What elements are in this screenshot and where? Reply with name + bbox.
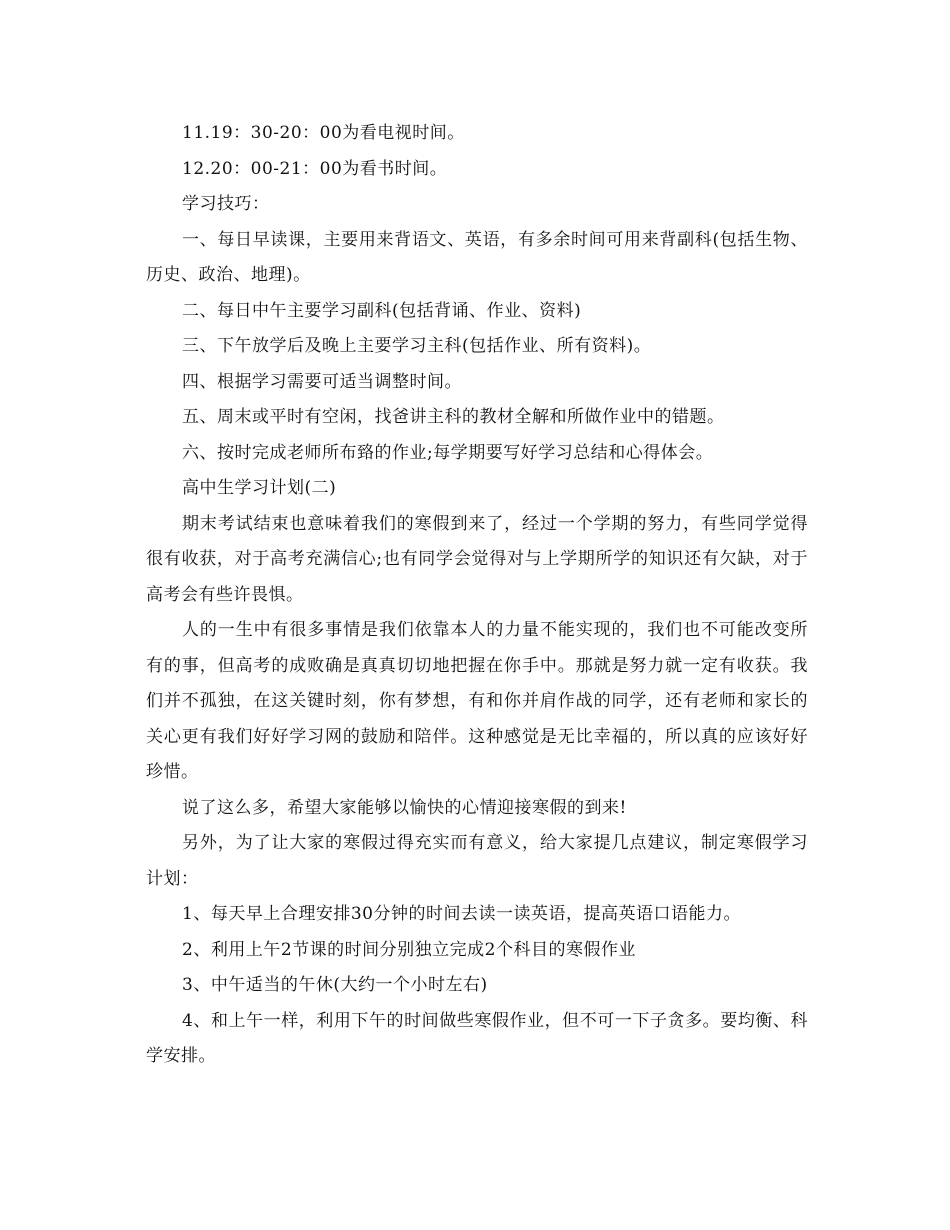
paragraph-wish: 说了这么多，希望大家能够以愉快的心情迎接寒假的到来! [182, 797, 627, 818]
paragraph-tip-3: 三、下午放学后及晚上主要学习主科(包括作业、所有资料)。 [182, 336, 652, 356]
document-page [146, 116, 808, 1075]
section-heading-plan-2: 高中生学习计划(二) [182, 478, 337, 498]
paragraph-schedule-12: 12.20：00-21：00为看书时间。 [182, 158, 448, 179]
paragraph-advice-4: 4、和上午一样，利用下午的时间做些寒假作业，但不可一下子贪多。要均衡、科学安排。 [146, 1010, 808, 1066]
paragraph-tip-6: 六、按时完成老师所布臵的作业;每学期要写好学习总结和心得体会。 [182, 442, 714, 463]
paragraph-advice-1: 1、每天早上合理安排30分钟的时间去读一读英语，提高英语口语能力。 [182, 904, 741, 924]
paragraph-life: 人的一生中有很多事情是我们依靠本人的力量不能实现的，我们也不可能改变所有的事，但高考的成败确是真真切切地把握在你手中。那就是努力就一定有收获。我们并不孤独，在这关键时刻，你有梦想，有和你并肩作战的同学，还有老师和家长的关心更有我们好好学习网的鼓励和陪伴。这种感觉是无比幸福的，所以真的应该好好珍惜。 [146, 620, 808, 782]
paragraph-study-tips-heading: 学习技巧： [182, 194, 270, 214]
paragraph-tip-1: 一、每日早读课，主要用来背语文、英语，有多余时间可用来背副科(包括生物、历史、政治、地理)。 [146, 229, 808, 285]
paragraph-tip-2: 二、每日中午主要学习副科(包括背诵、作业、资料) [182, 300, 582, 321]
paragraph-advice-2: 2、利用上午2节课的时间分别独立完成2个科目的寒假作业 [182, 939, 636, 960]
paragraph-schedule-11: 11.19：30-20：00为看电视时间。 [182, 123, 465, 143]
paragraph-intro: 期末考试结束也意味着我们的寒假到来了，经过一个学期的努力，有些同学觉得很有收获，对于高考充满信心;也有同学会觉得对与上学期所学的知识还有欠缺，对于高考会有些许畏惧。 [146, 513, 808, 605]
paragraph-tip-5: 五、周末或平时有空闲，找爸讲主科的教材全解和所做作业中的错题。 [182, 407, 725, 427]
paragraph-tip-4: 四、根据学习需要可适当调整时间。 [182, 371, 462, 392]
paragraph-advice-intro: 另外，为了让大家的寒假过得充实而有意义，给大家提几点建议，制定寒假学习计划： [146, 833, 808, 889]
paragraph-advice-3: 3、中午适当的午休(大约一个小时左右) [182, 975, 488, 995]
